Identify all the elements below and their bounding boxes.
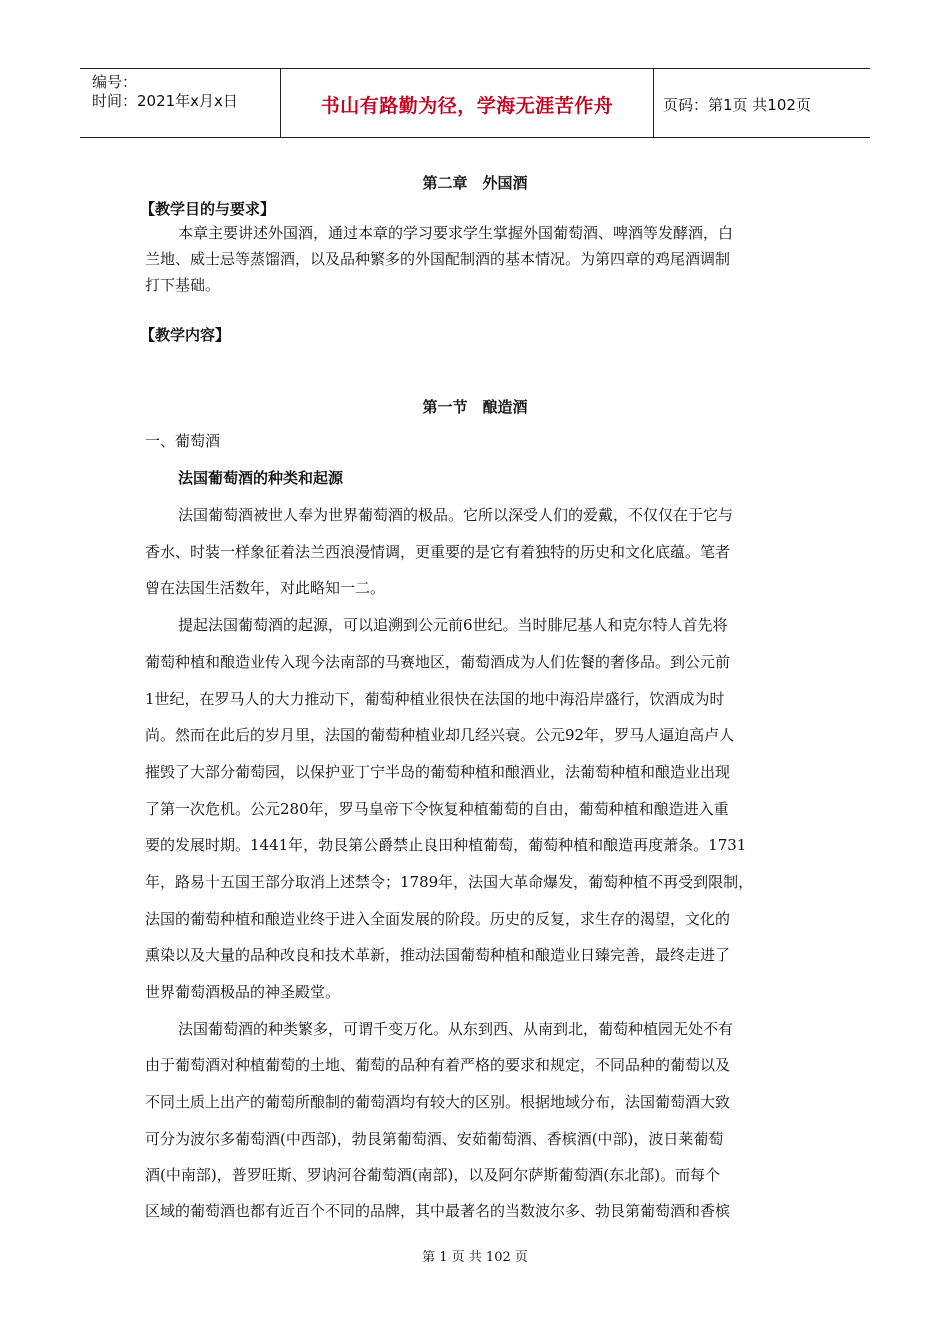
para-line: 曾在法国生活数年，对此略知一二。 <box>145 579 386 597</box>
header-motto-cell <box>280 69 654 137</box>
subheading: 法国葡萄酒的种类和起源 <box>178 469 344 487</box>
objectives-line: 打下基础。 <box>145 276 221 294</box>
item-heading: 一、葡萄酒 <box>145 432 221 450</box>
para-line: 世界葡萄酒极品的神圣殿堂。 <box>145 983 341 1001</box>
para-line: 酒(中南部)，普罗旺斯、罗讷河谷葡萄酒(南部)，以及阿尔萨斯葡萄酒(东北部)。而每个 <box>145 1166 721 1184</box>
para-line: 摧毁了大部分葡萄园，以保护亚丁宁半岛的葡萄种植和酿酒业，法葡萄种植和酿造业出现 <box>145 763 731 781</box>
motto: 书山有路勤为径，学海无涯苦作舟 <box>320 95 614 117</box>
para-line: 了第一次危机。公元280年，罗马皇帝下令恢复种植葡萄的自由，葡萄种植和酿造进入重 <box>145 800 729 818</box>
para-line: 法国葡萄酒的种类繁多，可谓千变万化。从东到西、从南到北，葡萄种植园无处不有 <box>178 1020 734 1038</box>
header-right-cell <box>653 69 870 137</box>
para-line: 熏染以及大量的品种改良和技术革新，推动法国葡萄种植和酿造业日臻完善，最终走进了 <box>145 946 731 964</box>
para-line: 提起法国葡萄酒的起源，可以追溯到公元前6世纪。当时腓尼基人和克尔特人首先将 <box>178 616 728 634</box>
content-heading: 【教学内容】 <box>140 326 231 344</box>
para-line: 1世纪，在罗马人的大力推动下，葡萄种植业很快在法国的地中海沿岸盛行，饮酒成为时 <box>145 690 725 708</box>
chapter-title: 第二章 外国酒 <box>422 174 528 192</box>
para-line: 由于葡萄酒对种植葡萄的土地、葡萄的品种有着严格的要求和规定，不同品种的葡萄以及 <box>145 1056 731 1074</box>
para-line: 可分为波尔多葡萄酒(中西部)，勃艮第葡萄酒、安茹葡萄酒、香槟酒(中部)，波日莱葡萄 <box>145 1130 724 1148</box>
para-line: 葡萄种植和酿造业传入现今法南部的马赛地区，葡萄酒成为人们佐餐的奢侈品。到公元前 <box>145 653 731 671</box>
objectives-line: 本章主要讲述外国酒，通过本章的学习要求学生掌握外国葡萄酒、啤酒等发酵酒，白 <box>178 224 734 242</box>
para-line: 年，路易十五国王部分取消上述禁令；1789年，法国大革命爆发，葡萄种植不再受到限制， <box>145 873 754 891</box>
page-footer: 第 1 页 共 102 页 <box>422 1250 528 1265</box>
para-line: 法国葡萄酒被世人奉为世界葡萄酒的极品。它所以深受人们的爱戴，不仅仅在于它与 <box>178 506 734 524</box>
para-line: 尚。然而在此后的岁月里，法国的葡萄种植业却几经兴衰。公元92年，罗马人逼迫高卢人 <box>145 726 735 744</box>
para-line: 区域的葡萄酒也都有近百个不同的品牌，其中最著名的当数波尔多、勃艮第葡萄酒和香槟 <box>145 1202 731 1220</box>
para-line: 香水、时装一样象征着法兰西浪漫情调，更重要的是它有着独特的历史和文化底蕴。笔者 <box>145 543 731 561</box>
objectives-line: 兰地、威士忌等蒸馏酒，以及品种繁多的外国配制酒的基本情况。为第四章的鸡尾酒调制 <box>145 250 731 268</box>
para-line: 法国的葡萄种植和酿造业终于进入全面发展的阶段。历史的反复，求生存的渴望，文化的 <box>145 910 731 928</box>
objectives-heading: 【教学目的与要求】 <box>140 200 276 218</box>
section-title: 第一节 酿造酒 <box>422 398 528 416</box>
page-info: 页码：第1页 共102页 <box>663 96 811 114</box>
number-label: 编号： <box>92 73 138 91</box>
para-line: 不同土质上出产的葡萄所酿制的葡萄酒均有较大的区别。根据地域分布，法国葡萄酒大致 <box>145 1093 731 1111</box>
time-label: 时间：2021年x月x日 <box>92 92 238 110</box>
page-header <box>80 68 870 138</box>
header-left-cell <box>80 69 280 137</box>
para-line: 要的发展时期。1441年，勃艮第公爵禁止良田种植葡萄，葡萄种植和酿造再度萧条。1731 <box>145 836 747 854</box>
